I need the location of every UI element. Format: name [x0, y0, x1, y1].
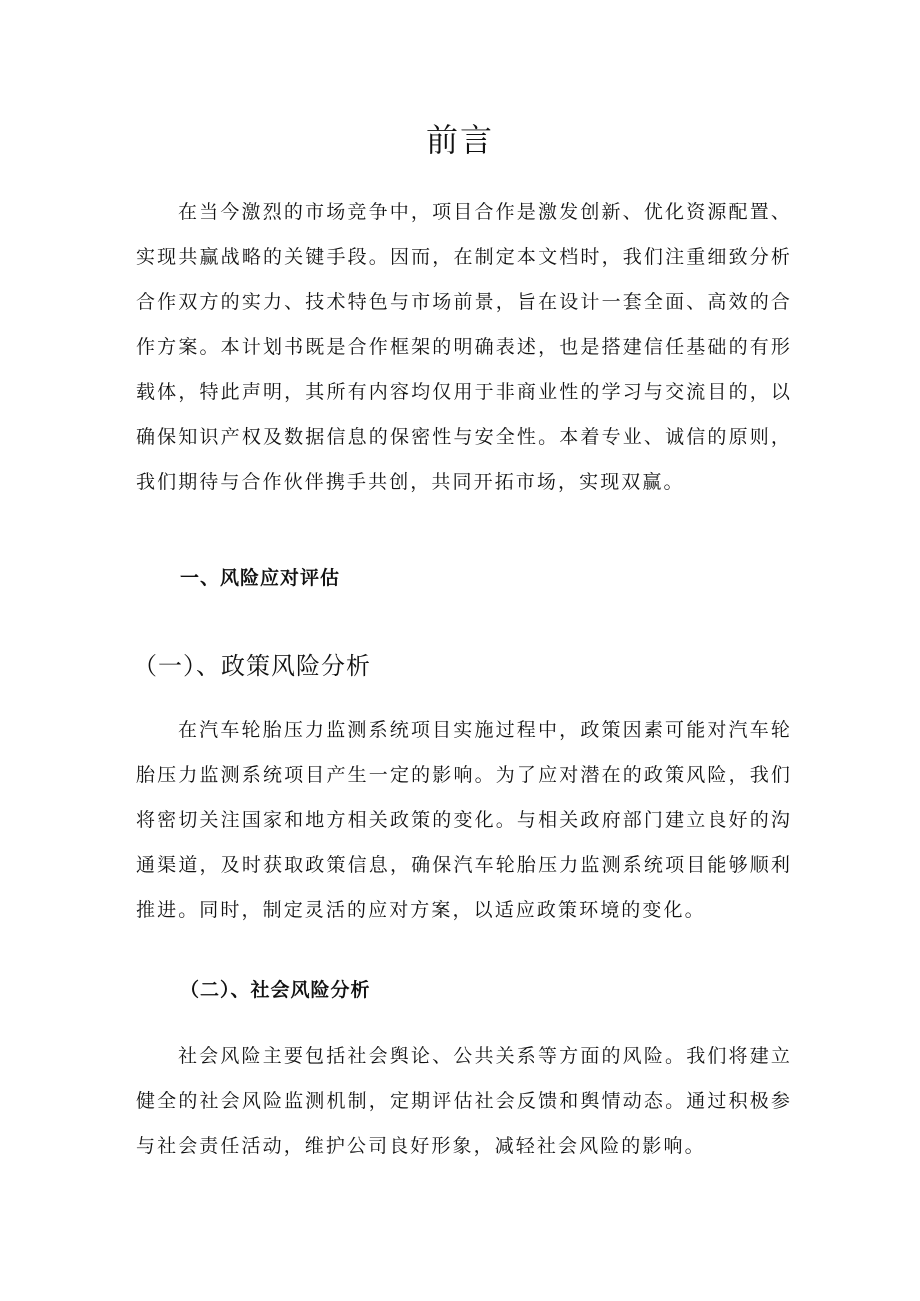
preface-paragraph: 在当今激烈的市场竞争中，项目合作是激发创新、优化资源配置、实现共赢战略的关键手段。因而，在制定本文档时，我们注重细致分析合作双方的实力、技术特色与市场前景，旨在设计一套全面、高效的合作方案。本计划书既是合作框架的明确表述，也是搭建信任基础的有形载体，特此声明，其所有内容均仅用于非商业性的学习与交流目的，以确保知识产权及数据信息的保密性与安全性。本着专业、诚信的原则，我们期待与合作伙伴携手共创，共同开拓市场，实现双赢。 [136, 201, 792, 493]
subsection-heading-social-risk: （二）、社会风险分析 [180, 979, 371, 1001]
social-risk-paragraph: 社会风险主要包括社会舆论、公共关系等方面的风险。我们将建立健全的社会风险监测机制，定期评估社会反馈和舆情动态。通过积极参与社会责任活动，维护公司良好形象，减轻社会风险的影响。 [136, 1045, 792, 1157]
policy-risk-paragraph: 在汽车轮胎压力监测系统项目实施过程中，政策因素可能对汽车轮胎压力监测系统项目产生一定的影响。为了应对潜在的政策风险，我们将密切关注国家和地方相关政策的变化。与相关政府部门建立良好的沟通渠道，及时获取政策信息，确保汽车轮胎压力监测系统项目能够顺利推进。同时，制定灵活的应对方案，以适应政策环境的变化。 [136, 719, 792, 921]
section-heading-risk-assessment: 一、风险应对评估 [180, 567, 341, 589]
subsection-heading-policy-risk: （一）、政策风险分析 [133, 652, 371, 680]
page-title: 前言 [425, 121, 494, 159]
